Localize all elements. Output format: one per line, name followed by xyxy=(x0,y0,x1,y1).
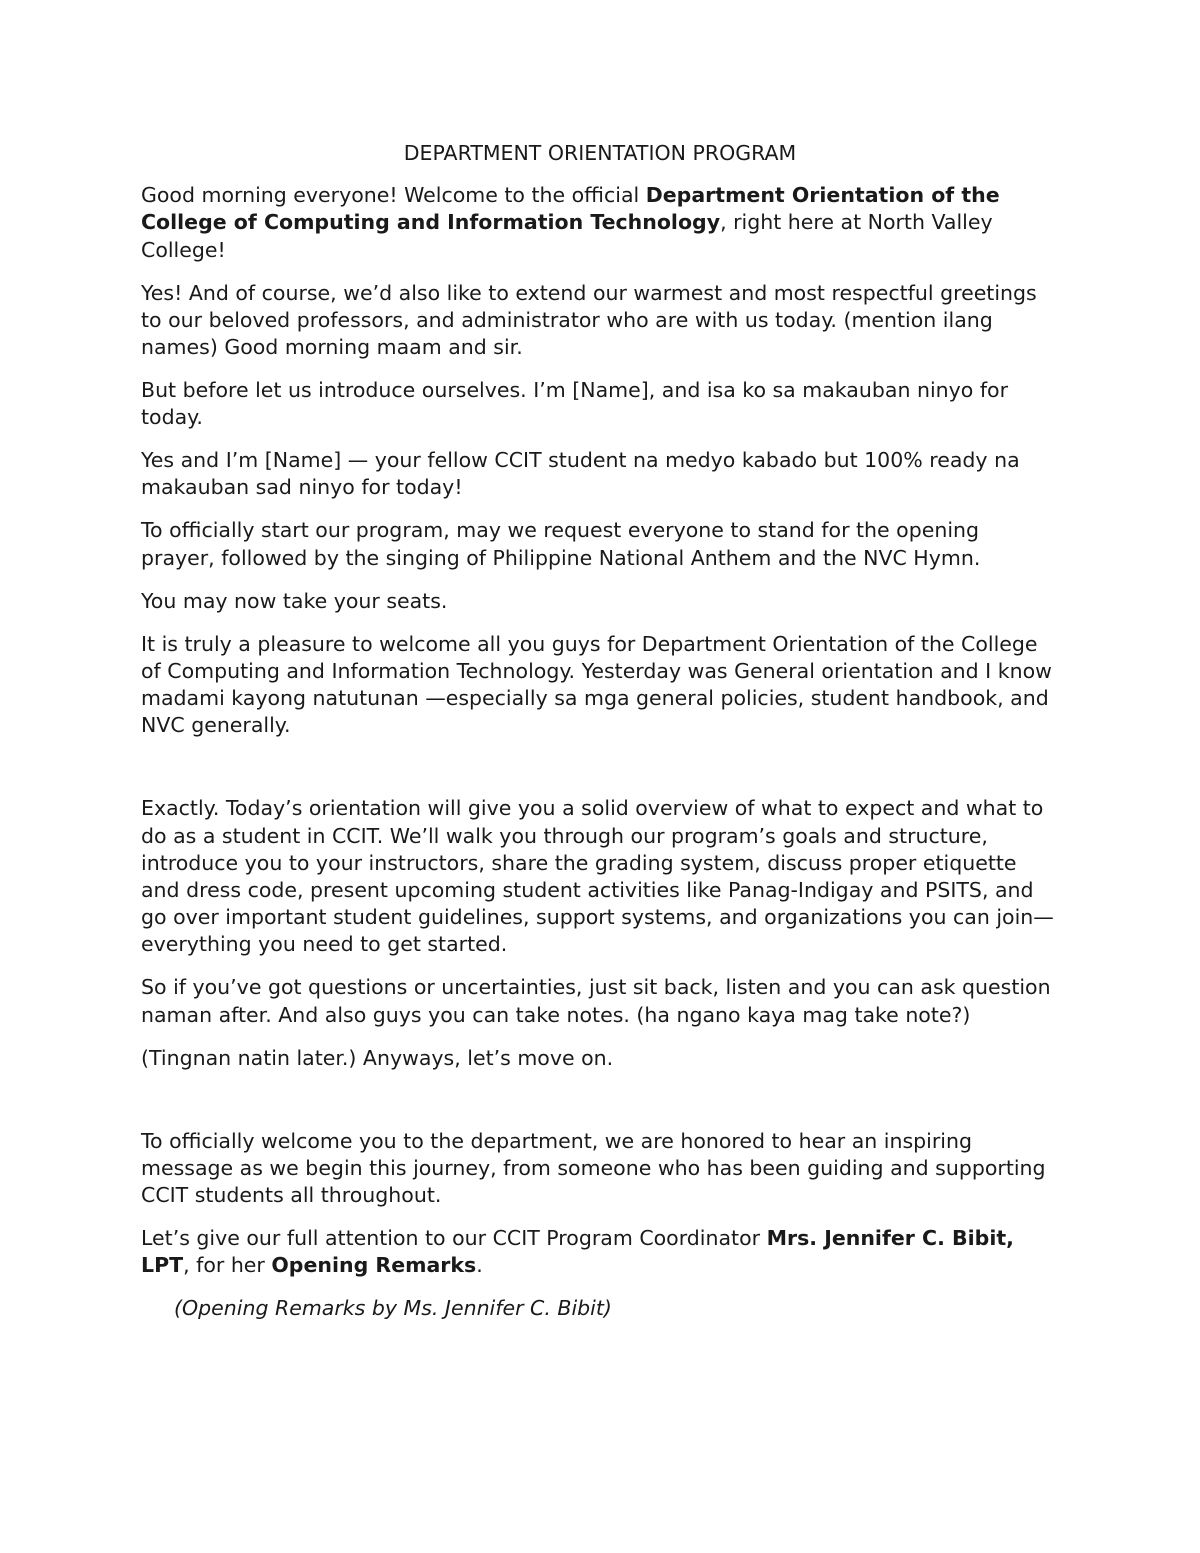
paragraph-coordinator-intro xyxy=(141,1225,1059,1279)
paragraph-take-seats: You may now take your seats. xyxy=(141,588,448,613)
paragraph-opening-remarks-note: (Opening Remarks by Ms. Jennifer C. Bibit) xyxy=(174,1296,612,1321)
paragraph-greetings: Yes! And of course, we’d also like to extend our warmest and most respectful greetings to our beloved professors, and administrator who are with us today. (mention ilang names) Good morning maam and sir. xyxy=(141,280,1037,360)
coordinator-text-mid: , for her xyxy=(183,1253,272,1278)
paragraph-pleasure-welcome: It is truly a pleasure to welcome all you guys for Department Orientation of the College of Computing and Information Technology. Yesterday was General orientation and I know madami kayong natutunan —especially sa mga general policies, student handbook, and NVC generally. xyxy=(141,631,1052,738)
coordinator-name: Mrs. Jennifer C. Bibit, LPT xyxy=(141,1226,1014,1278)
welcome-text-department: Department Orientation of the College of Computing and Information Technology xyxy=(141,183,1000,235)
welcome-text-intro: Good morning everyone! Welcome to the official xyxy=(141,183,646,208)
document-title: DEPARTMENT ORIENTATION PROGRAM xyxy=(403,141,797,165)
paragraph-move-on: (Tingnan natin later.) Anyways, let’s move on. xyxy=(141,1045,614,1070)
coordinator-text-intro: Let’s give our full attention to our CCIT Program Coordinator xyxy=(141,1226,767,1251)
paragraph-inspiring-message: To officially welcome you to the department, we are honored to hear an inspiring message as we begin this journey, from someone who has been guiding and supporting CCIT students all throughout. xyxy=(141,1128,1046,1208)
opening-remarks-label: Opening Remarks xyxy=(271,1253,477,1278)
paragraph-opening-prayer: To officially start our program, may we request everyone to stand for the opening prayer, followed by the singing of Philippine National Anthem and the NVC Hymn. xyxy=(141,518,981,570)
paragraph-welcome xyxy=(141,182,1059,264)
paragraph-introduction-host1: But before let us introduce ourselves. I’m [Name], and isa ko sa makauban ninyo for today. xyxy=(141,378,1009,430)
paragraph-questions: So if you’ve got questions or uncertainties, just sit back, listen and you can ask question naman after. And also guys you can take notes. (ha ngano kaya mag take note?) xyxy=(141,975,1051,1027)
document-body xyxy=(141,140,1059,1338)
paragraph-introduction-host2: Yes and I’m [Name] — your fellow CCIT student na medyo kabado but 100% ready na makauban sad ninyo for today! xyxy=(141,448,1020,500)
paragraph-orientation-overview: Exactly. Today’s orientation will give you a solid overview of what to expect and what to do as a student in CCIT. We’ll walk you through our program’s goals and structure, introduce you to your instructors, share the grading system, discuss proper etiquette and dress code, present upcoming student activities like Panag-Indigay and PSITS, and go over important student guidelines, support systems, and organizations you can join—everything you need to get started. xyxy=(141,796,1054,957)
welcome-text-location: , right here at North Valley College! xyxy=(141,210,993,262)
coordinator-text-end: . xyxy=(476,1253,483,1278)
